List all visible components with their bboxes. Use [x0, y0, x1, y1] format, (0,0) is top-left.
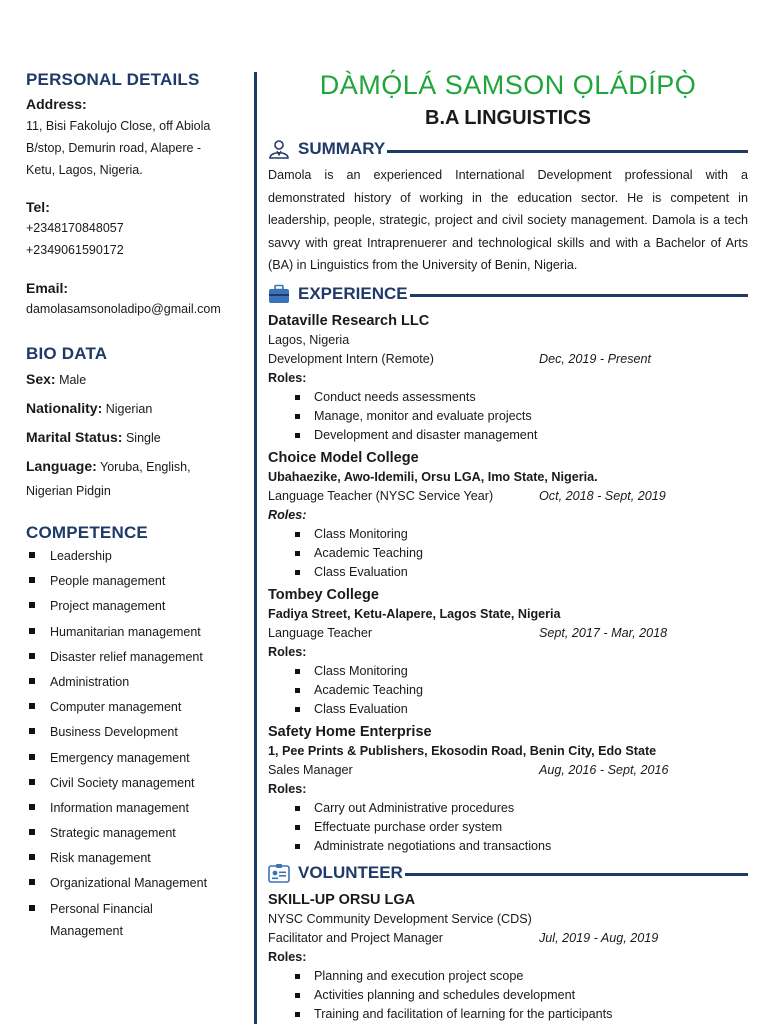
experience-heading: EXPERIENCE — [298, 283, 408, 303]
job-role-row — [268, 624, 748, 643]
phone-number: +2348170848057 — [26, 221, 124, 235]
roles-label: Roles: — [268, 507, 307, 522]
language-value: Yoruba, English, — [100, 460, 191, 474]
candidate-degree: B.A LINGUISTICS — [425, 107, 591, 129]
job-role: Language Teacher — [268, 625, 373, 640]
language-value-cont: Nigerian Pidgin — [26, 484, 111, 498]
job-location: Ubahaezike, Awo-Idemili, Orsu LGA, Imo State, Nigeria. — [268, 469, 598, 484]
role-item: Training and facilitation of learning for the participants — [268, 1005, 748, 1024]
tel-label: Tel: — [26, 199, 50, 215]
volunteer-rule — [405, 873, 748, 876]
marital-field — [26, 423, 248, 452]
role-item: Planning and execution project scope — [268, 967, 748, 986]
candidate-name: DÀMỌ́LÁ SAMSON ỌLÁDÍPỌ̀ — [319, 70, 697, 100]
role-item: Carry out Administrative procedures — [268, 799, 748, 818]
summary-header — [268, 136, 748, 162]
competence-list — [26, 545, 248, 942]
job-role: Sales Manager — [268, 762, 353, 777]
role-item: Class Monitoring — [268, 525, 748, 544]
sex-value: Male — [59, 373, 87, 387]
summary-text: Damola is an experienced International Development professional with a demonstrated history of working in the education sector. He is competent in leadership, people, strategic, project and civil society management. Damola is a tech savvy with great Intraprenuerer and technological skills and with a Bachelor of Arts (BA) in Linguistics from the University of Benin, Nigeria. — [268, 168, 748, 272]
volunteer-entry — [268, 890, 748, 1024]
role-item: Academic Teaching — [268, 544, 748, 563]
roles-label: Roles: — [268, 781, 307, 796]
competence-item: Computer management — [26, 696, 248, 718]
job-org: Safety Home Enterprise — [268, 723, 432, 740]
sex-label: Sex: — [26, 371, 56, 387]
job-role-row — [268, 350, 748, 369]
roles-label: Roles: — [268, 949, 307, 964]
competence-item: Strategic management — [26, 822, 248, 844]
competence-item: Personal Financial Management — [26, 898, 210, 942]
job-dates: Sept, 2017 - Mar, 2018 — [539, 625, 668, 640]
job-entry — [268, 311, 748, 445]
competence-item: Civil Society management — [26, 772, 248, 794]
competence-item: Risk management — [26, 847, 248, 869]
nationality-label: Nationality: — [26, 400, 103, 416]
job-location: 1, Pee Prints & Publishers, Ekosodin Road, Benin City, Edo State — [268, 743, 657, 758]
right-column — [268, 70, 748, 1024]
left-column — [26, 70, 248, 945]
competence-item: Humanitarian management — [26, 621, 248, 643]
volunteer-roles-list — [268, 967, 748, 1024]
column-divider — [254, 72, 257, 1024]
role-item: Administrate negotiations and transactions — [268, 837, 748, 856]
job-location: Fadiya Street, Ketu-Alapere, Lagos State, Nigeria — [268, 606, 561, 621]
competence-item: Administration — [26, 671, 248, 693]
personal-details-heading: PERSONAL DETAILS — [26, 70, 200, 89]
volunteer-org: SKILL-UP ORSU LGA — [268, 891, 416, 908]
role-item: Manage, monitor and evaluate projects — [268, 407, 748, 426]
language-field — [26, 452, 248, 481]
job-org: Choice Model College — [268, 449, 419, 466]
job-role-row — [268, 487, 748, 506]
competence-heading: COMPETENCE — [26, 523, 148, 542]
competence-item: Business Development — [26, 721, 248, 743]
briefcase-icon — [268, 284, 290, 304]
phone-number: +2349061590172 — [26, 243, 124, 257]
role-item: Effectuate purchase order system — [268, 818, 748, 837]
summary-rule — [387, 150, 748, 153]
marital-value: Single — [125, 431, 161, 445]
job-role: Language Teacher (NYSC Service Year) — [268, 488, 494, 503]
nationality-value: Nigerian — [105, 402, 153, 416]
role-item: Class Monitoring — [268, 662, 748, 681]
sex-field — [26, 365, 248, 394]
language-label: Language: — [26, 458, 97, 474]
volunteer-subtitle: NYSC Community Development Service (CDS) — [268, 911, 532, 926]
job-dates: Oct, 2018 - Sept, 2019 — [539, 488, 666, 503]
competence-item: Disaster relief management — [26, 646, 248, 668]
job-roles-list — [268, 388, 748, 445]
id-badge-icon — [268, 863, 290, 883]
address-label: Address: — [26, 96, 87, 112]
competence-item: Emergency management — [26, 747, 248, 769]
job-entry — [268, 585, 748, 719]
roles-label: Roles: — [268, 644, 307, 659]
job-role: Development Intern (Remote) — [268, 351, 434, 366]
job-role-row — [268, 761, 748, 780]
role-item: Academic Teaching — [268, 681, 748, 700]
job-location: Lagos, Nigeria — [268, 332, 350, 347]
job-roles-list — [268, 525, 748, 582]
summary-heading: SUMMARY — [298, 139, 386, 158]
person-icon — [268, 139, 290, 159]
email-label: Email: — [26, 280, 69, 296]
address-line: B/stop, Demurin road, Alapere - — [26, 141, 202, 155]
job-entry — [268, 722, 748, 856]
volunteer-heading: VOLUNTEER — [298, 862, 403, 882]
experience-rule — [410, 294, 748, 297]
competence-item: Project management — [26, 595, 248, 617]
volunteer-role: Facilitator and Project Manager — [268, 930, 443, 945]
role-item: Conduct needs assessments — [268, 388, 748, 407]
volunteer-role-row — [268, 929, 748, 948]
volunteer-dates: Jul, 2019 - Aug, 2019 — [539, 930, 659, 945]
address-line: Ketu, Lagos, Nigeria. — [26, 163, 143, 177]
job-roles-list — [268, 662, 748, 719]
marital-label: Marital Status: — [26, 429, 123, 445]
role-item: Development and disaster management — [268, 426, 748, 445]
job-org: Dataville Research LLC — [268, 312, 430, 329]
competence-item: Information management — [26, 797, 248, 819]
competence-item: People management — [26, 570, 248, 592]
competence-item: Organizational Management — [26, 872, 248, 894]
role-item: Class Evaluation — [268, 563, 748, 582]
job-org: Tombey College — [268, 586, 379, 603]
email-address: damolasamsonoladipo@gmail.com — [26, 302, 221, 316]
job-dates: Dec, 2019 - Present — [539, 351, 652, 366]
nationality-field — [26, 394, 248, 423]
roles-label: Roles: — [268, 370, 307, 385]
volunteer-header — [268, 860, 748, 886]
role-item: Activities planning and schedules development — [268, 986, 748, 1005]
bio-data-heading: BIO DATA — [26, 344, 108, 363]
role-item: Class Evaluation — [268, 700, 748, 719]
job-dates: Aug, 2016 - Sept, 2016 — [539, 762, 669, 777]
competence-item: Leadership — [26, 545, 248, 567]
experience-header — [268, 281, 748, 307]
job-roles-list — [268, 799, 748, 856]
address-line: 11, Bisi Fakolujo Close, off Abiola — [26, 119, 211, 133]
job-entry — [268, 448, 748, 582]
